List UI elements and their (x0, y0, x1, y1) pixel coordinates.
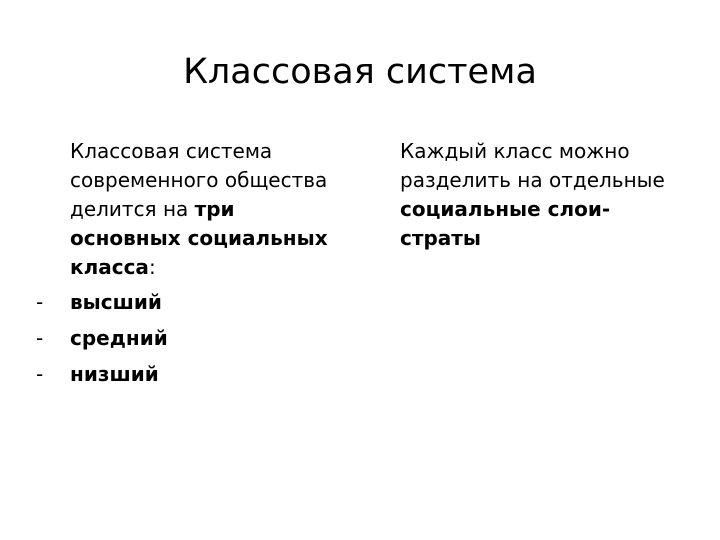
left-intro-tail: : (148, 255, 156, 279)
dash-marker: - (36, 326, 44, 350)
left-intro-bold: три основных социальных класса (70, 197, 328, 279)
right-paragraph (400, 137, 690, 253)
left-column (36, 137, 336, 392)
list-item-label: низший (70, 362, 159, 386)
list-item (36, 320, 336, 356)
class-list (36, 284, 336, 392)
list-item (36, 284, 336, 320)
right-bold: социальные слои-страты (400, 197, 611, 250)
left-intro-text: Классовая система современного общества делится на (70, 139, 328, 221)
dash-marker: - (36, 290, 44, 314)
right-text: Каждый класс можно разделить на отдельные (400, 139, 665, 192)
right-column (400, 137, 690, 253)
list-item-label: средний (70, 326, 168, 350)
slide-title: Классовая система (183, 52, 537, 92)
left-intro-paragraph (36, 137, 336, 282)
list-item-label: высший (70, 290, 162, 314)
list-item (36, 356, 336, 392)
dash-marker: - (36, 362, 44, 386)
